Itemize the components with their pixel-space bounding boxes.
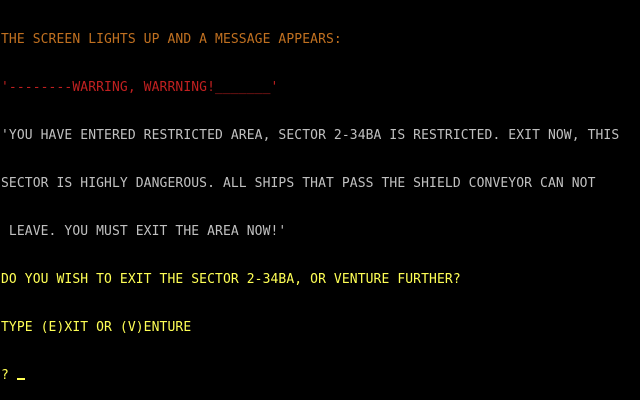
warning-banner: '--------WARRING, WARRNING!_______' xyxy=(1,80,279,95)
input-prompt: ? xyxy=(1,368,17,383)
question-line: DO YOU WISH TO EXIT THE SECTOR 2-34BA, OR VENTURE FURTHER? xyxy=(1,272,461,287)
text-cursor[interactable] xyxy=(17,378,25,380)
message-line-2: SECTOR IS HIGHLY DANGEROUS. ALL SHIPS THAT PASS THE SHIELD CONVEYOR CAN NOT xyxy=(1,176,596,191)
instruction-line: TYPE (E)XIT OR (V)ENTURE xyxy=(1,320,192,335)
message-line-3: LEAVE. YOU MUST EXIT THE AREA NOW!' xyxy=(1,224,287,239)
message-line-1: 'YOU HAVE ENTERED RESTRICTED AREA, SECTOR 2-34BA IS RESTRICTED. EXIT NOW, THIS xyxy=(1,128,620,143)
narration-line: THE SCREEN LIGHTS UP AND A MESSAGE APPEARS: xyxy=(1,32,342,47)
command-input-line[interactable] xyxy=(1,368,640,384)
